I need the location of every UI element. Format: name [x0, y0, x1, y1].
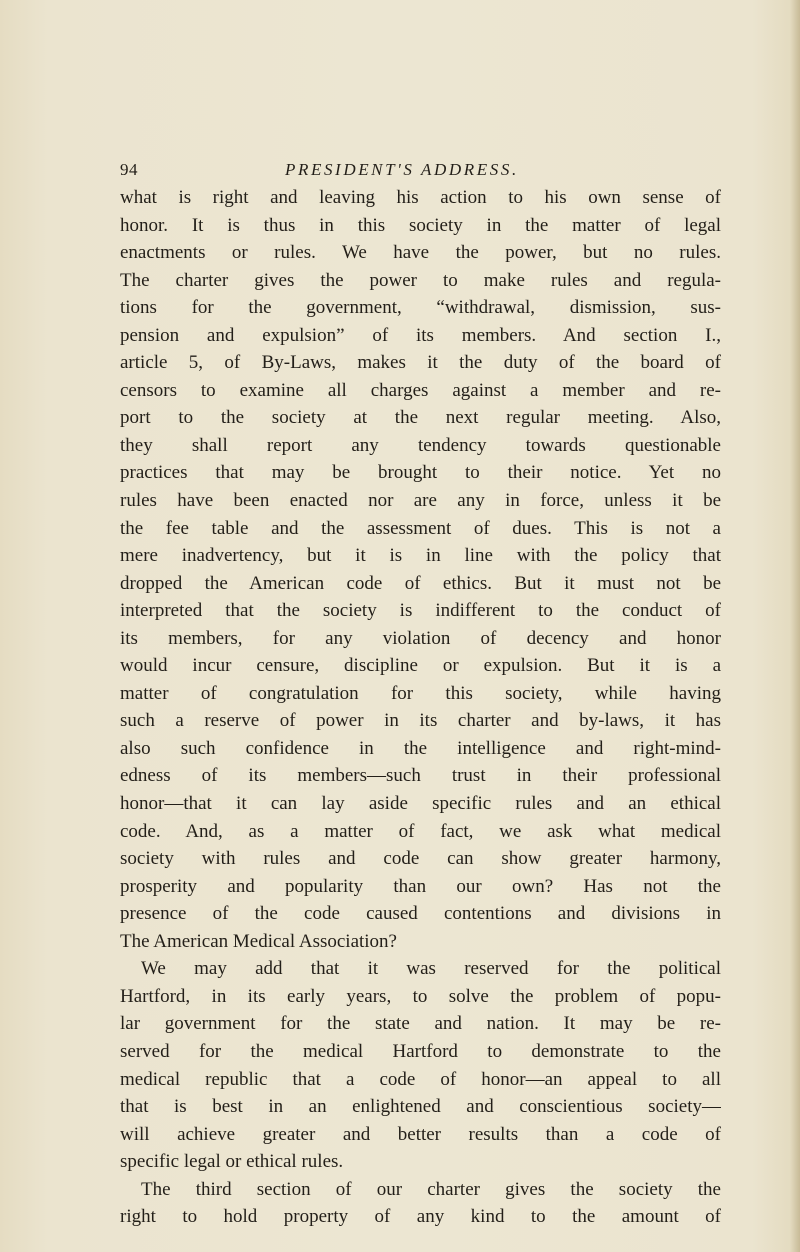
- text-line: presence of the code caused contentions and divisions in: [120, 903, 721, 925]
- paragraph-end-line: specific legal or ethical rules.: [120, 1151, 344, 1173]
- text-line: enactments or rules. We have the power, but no rules.: [120, 242, 721, 264]
- text-line: mere inadvertency, but it is in line with the policy that: [120, 545, 721, 567]
- text-line: served for the medical Hartford to demonstrate to the: [120, 1040, 721, 1062]
- text-line: honor—that it can lay aside specific rules and an ethical: [120, 793, 721, 815]
- text-line: rules have been enacted nor are any in force, unless it be: [120, 490, 721, 512]
- text-line: right to hold property of any kind to the amount of: [120, 1206, 721, 1228]
- text-line: practices that may be brought to their notice. Yet no: [120, 462, 721, 484]
- body-text: [120, 184, 721, 1231]
- page-header: [120, 160, 720, 184]
- text-line: tions for the government, “withdrawal, dismission, sus-: [120, 297, 721, 319]
- text-line: what is right and leaving his action to his own sense of: [120, 187, 721, 208]
- text-line: interpreted that the society is indifferent to the conduct of: [120, 600, 721, 622]
- text-line: article 5, of By-Laws, makes it the duty of the board of: [120, 352, 721, 374]
- text-line: edness of its members—such trust in their professional: [120, 765, 721, 787]
- text-line: The charter gives the power to make rules and regula-: [120, 269, 721, 291]
- text-line: they shall report any tendency towards questionable: [120, 434, 721, 456]
- text-line: honor. It is thus in this society in the matter of legal: [120, 214, 721, 236]
- text-line: also such confidence in the intelligence and right-mind-: [120, 737, 721, 759]
- text-line: pension and expulsion” of its members. And section I.,: [120, 324, 721, 346]
- text-line: such a reserve of power in its charter and by-laws, it has: [120, 710, 721, 732]
- text-line: dropped the American code of ethics. But it must not be: [120, 572, 721, 594]
- text-line: censors to examine all charges against a member and re-: [120, 379, 721, 401]
- text-line: Hartford, in its early years, to solve the problem of popu-: [120, 985, 721, 1007]
- running-head: PRESIDENT'S ADDRESS.: [285, 160, 519, 179]
- text-line: port to the society at the next regular meeting. Also,: [120, 407, 721, 429]
- text-line: the fee table and the assessment of dues. This is not a: [120, 517, 721, 539]
- text-line: that is best in an enlightened and conscientious society—: [120, 1096, 721, 1118]
- text-line: society with rules and code can show greater harmony,: [120, 848, 721, 870]
- text-line: code. And, as a matter of fact, we ask what medical: [120, 820, 721, 842]
- text-line: lar government for the state and nation. It may be re-: [120, 1013, 721, 1035]
- text-line: would incur censure, discipline or expulsion. But it is a: [120, 655, 721, 677]
- paragraph-start-line: We may add that it was reserved for the political: [141, 958, 721, 980]
- page-edge-shadow: [790, 0, 800, 1252]
- text-line: matter of congratulation for this society, while having: [120, 682, 721, 704]
- page-number: 94: [120, 160, 138, 179]
- text-line: prosperity and popularity than our own? Has not the: [120, 875, 721, 897]
- text-line: will achieve greater and better results than a code of: [120, 1123, 721, 1145]
- paragraph-end-line: The American Medical Association?: [120, 930, 397, 952]
- text-line: its members, for any violation of decency and honor: [120, 627, 721, 649]
- paragraph-start-line: The third section of our charter gives the society the: [141, 1178, 721, 1200]
- text-line: medical republic that a code of honor—an appeal to all: [120, 1068, 721, 1090]
